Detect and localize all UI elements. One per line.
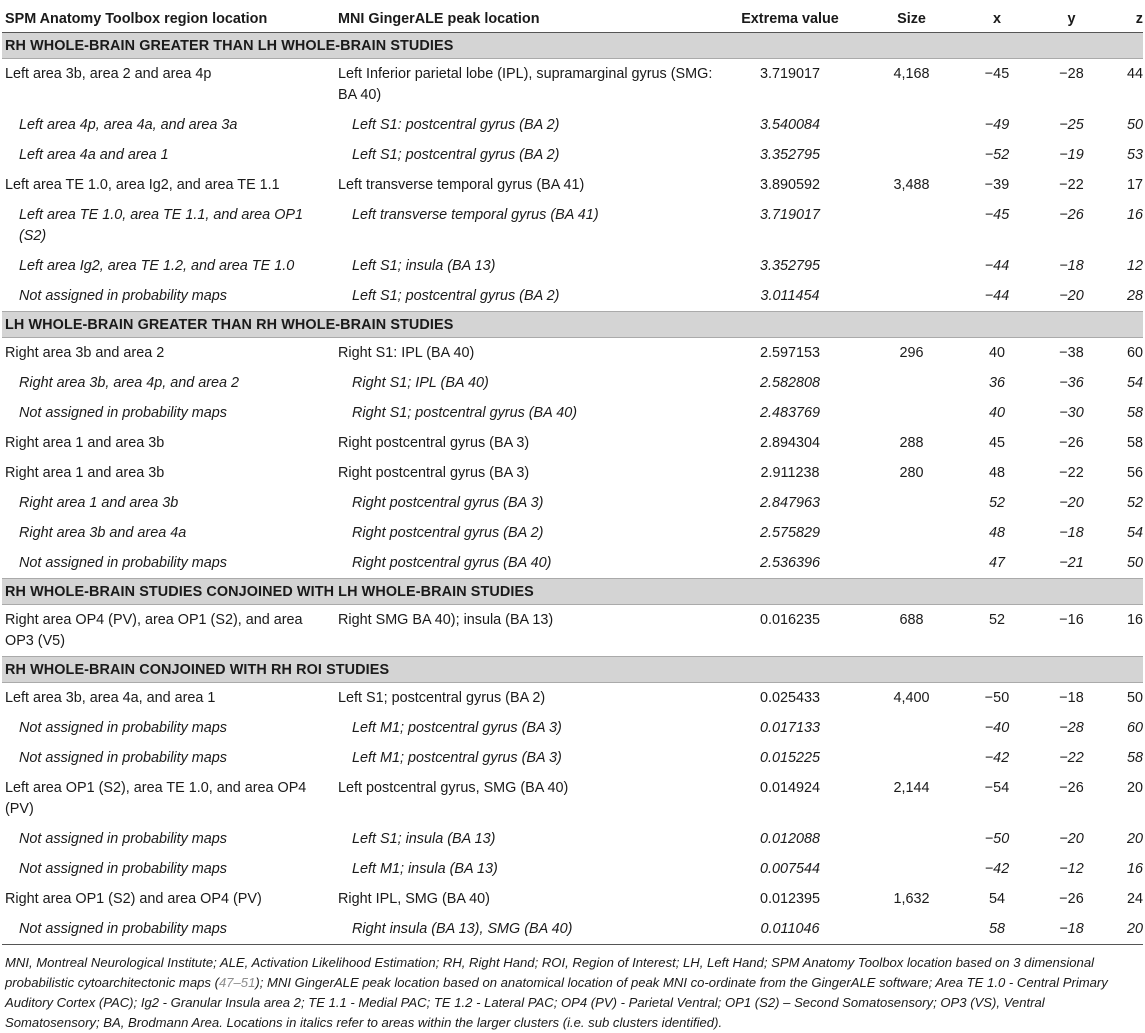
cell-x: 45 xyxy=(988,434,1005,451)
cell-z: 16 xyxy=(1126,860,1143,877)
cell-x: −45 xyxy=(984,206,1010,223)
cell-spm-location: Not assigned in probability maps xyxy=(19,719,227,736)
cell-extrema-value: 3.890592 xyxy=(759,176,821,193)
table-container xyxy=(2,0,1143,1033)
cell-size xyxy=(862,914,960,945)
cell-size xyxy=(862,398,960,428)
cell-y: −28 xyxy=(1059,65,1084,82)
cell-extrema-value: 2.911238 xyxy=(760,464,820,481)
cell-extrema-value: 0.014924 xyxy=(759,779,821,796)
cell-x: −50 xyxy=(984,830,1010,847)
cell-mni-location: Left transverse temporal gyrus (BA 41) xyxy=(352,206,599,223)
table-body xyxy=(2,32,1143,944)
cell-z: 50 xyxy=(1126,554,1143,571)
cell-y: −25 xyxy=(1059,116,1084,133)
footnote-text-before: MNI, Montreal Neurological Institute; ALE, Activation Likelihood Estimation; RH, Right Hand; ROI, Region of Interest; LH, Left Hand; SPM Anatomy Toolbox location based on 3 dimensional probabilistic cytoarchitectonic maps ( xyxy=(5,954,1095,990)
cell-mni-location: Right insula (BA 13), SMG (BA 40) xyxy=(335,914,717,945)
cell-z: 24 xyxy=(1126,890,1143,907)
cell-z: 60 xyxy=(1126,719,1143,736)
cell-size xyxy=(862,824,960,854)
cell-mni-location: Left S1: postcentral gyrus (BA 2) xyxy=(352,116,560,133)
cell-mni-location: Left S1; postcentral gyrus (BA 2) xyxy=(352,146,560,163)
table-footnote xyxy=(2,945,1143,1033)
cell-y: −26 xyxy=(1059,206,1084,223)
cell-x: 40 xyxy=(988,404,1005,421)
cell-z: 20 xyxy=(1126,779,1143,796)
cell-x: 48 xyxy=(988,524,1005,541)
table-row xyxy=(2,488,1143,518)
cell-extrema-value: 3.011454 xyxy=(760,287,820,304)
cell-x: −50 xyxy=(984,689,1010,706)
cell-extrema-value: 0.007544 xyxy=(759,860,821,877)
table-row xyxy=(2,368,1143,398)
table-row xyxy=(2,743,1143,773)
table-row xyxy=(2,682,1143,713)
cell-y: −22 xyxy=(1059,176,1084,193)
cell-size xyxy=(862,281,960,312)
cell-z: 12 xyxy=(1126,257,1143,274)
cell-y: −36 xyxy=(1059,374,1084,391)
cell-spm-location: Not assigned in probability maps xyxy=(19,749,227,766)
cell-x: 48 xyxy=(988,464,1005,481)
cell-mni-location: Right IPL, SMG (BA 40) xyxy=(338,890,490,907)
cell-mni-location: Right postcentral gyrus (BA 2) xyxy=(352,524,544,541)
cell-z: 28 xyxy=(1126,287,1143,304)
table-row xyxy=(2,251,1143,281)
cell-extrema-value: 0.016235 xyxy=(759,611,821,628)
cell-extrema-value: 3.352795 xyxy=(759,257,821,274)
header-row xyxy=(2,0,1143,32)
cell-mni-location: Right postcentral gyrus (BA 3) xyxy=(352,494,544,511)
cell-x: −49 xyxy=(984,116,1010,133)
cell-y: −16 xyxy=(1059,611,1084,628)
cell-mni-location: Left M1; postcentral gyrus (BA 3) xyxy=(352,719,562,736)
table-row xyxy=(2,281,1143,312)
cell-spm-location: Not assigned in probability maps xyxy=(19,830,227,847)
cell-spm-location: Left area 3b, area 4a, and area 1 xyxy=(5,689,216,706)
cell-extrema-value: 2.894304 xyxy=(759,434,821,451)
section-title: RH WHOLE-BRAIN GREATER THAN LH WHOLE-BRAIN STUDIES xyxy=(2,32,1143,58)
table-row xyxy=(2,110,1143,140)
cell-x: −42 xyxy=(984,749,1010,766)
cell-extrema-value: 2.582808 xyxy=(759,374,821,391)
header-spm: SPM Anatomy Toolbox region location xyxy=(2,0,335,32)
cell-mni-location: Right S1; IPL (BA 40) xyxy=(352,374,489,391)
cell-extrema-value: 3.719017 xyxy=(759,206,821,223)
cell-extrema-value: 0.012088 xyxy=(759,830,821,847)
table-row xyxy=(2,140,1143,170)
cell-extrema-value: 0.015225 xyxy=(759,749,821,766)
cell-mni-location: Left S1; insula (BA 13) xyxy=(352,830,496,847)
section-title: RH WHOLE-BRAIN STUDIES CONJOINED WITH LH WHOLE-BRAIN STUDIES xyxy=(2,578,1143,604)
cell-size: 296 xyxy=(899,344,924,361)
cell-z: 16 xyxy=(1126,206,1143,223)
cell-z: 58 xyxy=(1126,434,1143,451)
cell-mni-location: Right S1; postcentral gyrus (BA 40) xyxy=(352,404,578,421)
section-header-row xyxy=(2,32,1143,58)
cell-spm-location: Right area 1 and area 3b xyxy=(5,434,165,451)
cell-size: 1,632 xyxy=(893,890,930,907)
table-row xyxy=(2,458,1143,488)
cell-spm-location: Right area 3b, area 4p, and area 2 xyxy=(19,374,240,391)
cell-x: 54 xyxy=(988,890,1005,907)
cell-size xyxy=(862,548,960,579)
cell-mni-location: Right postcentral gyrus (BA 3) xyxy=(338,434,530,451)
table-row xyxy=(2,824,1143,854)
cell-mni-location: Right S1: IPL (BA 40) xyxy=(338,344,475,361)
cell-extrema-value: 3.352795 xyxy=(759,146,821,163)
cell-x: −54 xyxy=(984,779,1010,796)
cell-spm-location: Not assigned in probability maps xyxy=(19,860,227,877)
section-header-row xyxy=(2,578,1143,604)
table-row xyxy=(2,337,1143,368)
cell-x: 58 xyxy=(960,914,1033,945)
cell-size xyxy=(862,110,960,140)
cell-size xyxy=(862,251,960,281)
header-size: Size xyxy=(862,0,960,32)
cell-z: 56 xyxy=(1126,464,1143,481)
cell-extrema-value: 2.536396 xyxy=(759,554,821,571)
cell-mni-location: Right SMG BA 40); insula (BA 13) xyxy=(338,611,554,628)
cell-extrema-value: 2.483769 xyxy=(759,404,821,421)
cell-extrema-value: 2.847963 xyxy=(759,494,821,511)
cell-size xyxy=(862,743,960,773)
table-row xyxy=(2,884,1143,914)
cell-size xyxy=(862,368,960,398)
table-row xyxy=(2,58,1143,110)
cell-z: 53 xyxy=(1126,146,1143,163)
cell-extrema-value: 3.719017 xyxy=(759,65,821,82)
cell-mni-location: Right postcentral gyrus (BA 3) xyxy=(338,464,530,481)
cell-spm-location: Not assigned in probability maps xyxy=(2,914,335,945)
cell-mni-location: Left M1; insula (BA 13) xyxy=(352,860,498,877)
cell-y: −38 xyxy=(1059,344,1084,361)
cell-y: −18 xyxy=(1059,524,1084,541)
cell-size xyxy=(862,854,960,884)
cell-size: 4,168 xyxy=(893,65,930,82)
results-table xyxy=(2,0,1143,945)
cell-extrema-value: 3.540084 xyxy=(759,116,821,133)
cell-size xyxy=(862,518,960,548)
cell-x: 52 xyxy=(988,494,1005,511)
cell-size: 4,400 xyxy=(893,689,930,706)
table-row xyxy=(2,773,1143,824)
cell-z: 16 xyxy=(1126,611,1143,628)
cell-size xyxy=(862,200,960,251)
cell-y: −18 xyxy=(1059,257,1084,274)
table-row xyxy=(2,518,1143,548)
cell-x: −52 xyxy=(984,146,1010,163)
cell-z: 20 xyxy=(1109,914,1143,945)
header-mni: MNI GingerALE peak location xyxy=(335,0,717,32)
footnote-reference: 47–51 xyxy=(218,974,256,990)
cell-z: 50 xyxy=(1126,116,1143,133)
cell-x: 36 xyxy=(988,374,1005,391)
table-row xyxy=(2,398,1143,428)
cell-z: 17 xyxy=(1126,176,1143,193)
cell-mni-location: Left M1; postcentral gyrus (BA 3) xyxy=(352,749,562,766)
cell-extrema-value: 2.575829 xyxy=(759,524,821,541)
cell-x: −44 xyxy=(984,257,1010,274)
table-row xyxy=(2,854,1143,884)
cell-y: −28 xyxy=(1059,719,1084,736)
header-y: y xyxy=(1033,0,1109,32)
cell-x: 52 xyxy=(988,611,1005,628)
header-extrema: Extrema value xyxy=(717,0,862,32)
cell-x: −40 xyxy=(984,719,1010,736)
cell-mni-location: Left transverse temporal gyrus (BA 41) xyxy=(338,176,585,193)
table-row xyxy=(2,428,1143,458)
cell-mni-location: Left postcentral gyrus, SMG (BA 40) xyxy=(338,779,569,796)
section-header-row xyxy=(2,656,1143,682)
cell-extrema-value: 2.597153 xyxy=(759,344,821,361)
cell-spm-location: Right area OP1 (S2) and area OP4 (PV) xyxy=(5,890,262,907)
cell-z: 44 xyxy=(1126,65,1143,82)
cell-spm-location: Right area 1 and area 3b xyxy=(19,494,179,511)
table-row xyxy=(2,604,1143,656)
cell-y: −26 xyxy=(1059,779,1084,796)
cell-size: 688 xyxy=(899,611,924,628)
table-row xyxy=(2,914,1143,945)
table-row xyxy=(2,548,1143,579)
cell-spm-location: Left area 4a and area 1 xyxy=(19,146,169,163)
cell-x: 40 xyxy=(988,344,1005,361)
cell-y: −22 xyxy=(1059,464,1084,481)
table-row xyxy=(2,713,1143,743)
cell-x: −45 xyxy=(984,65,1010,82)
cell-spm-location: Left area Ig2, area TE 1.2, and area TE 1.0 xyxy=(19,257,295,274)
cell-spm-location: Left area TE 1.0, area TE 1.1, and area OP1 (S2) xyxy=(19,206,303,244)
cell-spm-location: Right area 1 and area 3b xyxy=(5,464,165,481)
cell-extrema-value: 0.017133 xyxy=(759,719,821,736)
cell-y: −26 xyxy=(1059,434,1084,451)
cell-y: −12 xyxy=(1059,860,1084,877)
cell-size xyxy=(862,713,960,743)
header-z: z xyxy=(1109,0,1143,32)
cell-z: 58 xyxy=(1126,749,1143,766)
section-title: RH WHOLE-BRAIN CONJOINED WITH RH ROI STUDIES xyxy=(2,656,1143,682)
cell-x: −44 xyxy=(984,287,1010,304)
cell-x: −39 xyxy=(984,176,1010,193)
cell-z: 60 xyxy=(1126,344,1143,361)
cell-spm-location: Right area 3b and area 4a xyxy=(19,524,187,541)
cell-spm-location: Not assigned in probability maps xyxy=(19,554,227,571)
cell-y: −18 xyxy=(1059,689,1084,706)
cell-mni-location: Left S1; insula (BA 13) xyxy=(352,257,496,274)
cell-extrema-value: 0.012395 xyxy=(759,890,821,907)
cell-spm-location: Not assigned in probability maps xyxy=(19,404,227,421)
cell-z: 52 xyxy=(1126,494,1143,511)
cell-x: −42 xyxy=(984,860,1010,877)
cell-spm-location: Right area OP4 (PV), area OP1 (S2), and area OP3 (V5) xyxy=(5,611,303,649)
cell-y: −22 xyxy=(1059,749,1084,766)
cell-spm-location: Left area TE 1.0, area Ig2, and area TE 1.1 xyxy=(5,176,280,193)
footnote-text-after: ); MNI GingerALE peak location based on anatomical location of peak MNI co-ordinate from the GingerALE software; Area TE 1.0 - Central Primary Auditory Cortex (PAC); Ig2 - Granular Insula area 2; TE 1.1 - Medial PAC; TE 1.2 - Lateral PAC; OP4 (PV) - Parietal Ventral; OP1 (S2) – Second Somatosensory; OP3 (VS), Ventral Somatosensory; BA, Brodmann Area. Locations in italics refer to areas within the larger clusters (i.e. sub clusters identified). xyxy=(5,974,1108,1030)
cell-mni-location: Left Inferior parietal lobe (IPL), supramarginal gyrus (SMG: BA 40) xyxy=(338,65,713,103)
header-x: x xyxy=(960,0,1033,32)
cell-size: 2,144 xyxy=(893,779,930,796)
cell-y: −20 xyxy=(1059,830,1084,847)
cell-mni-location: Left S1; postcentral gyrus (BA 2) xyxy=(352,287,560,304)
cell-y: −30 xyxy=(1059,404,1084,421)
cell-y: −20 xyxy=(1059,494,1084,511)
table-row xyxy=(2,170,1143,200)
cell-y: −21 xyxy=(1059,554,1084,571)
cell-spm-location: Left area OP1 (S2), area TE 1.0, and area OP4 (PV) xyxy=(5,779,307,817)
cell-size: 288 xyxy=(899,434,924,451)
cell-extrema-value: 0.025433 xyxy=(759,689,821,706)
cell-z: 58 xyxy=(1126,404,1143,421)
cell-extrema-value: 0.011046 xyxy=(717,914,862,945)
cell-size: 3,488 xyxy=(893,176,930,193)
section-title: LH WHOLE-BRAIN GREATER THAN RH WHOLE-BRAIN STUDIES xyxy=(2,311,1143,337)
cell-spm-location: Right area 3b and area 2 xyxy=(5,344,165,361)
cell-y: −20 xyxy=(1059,287,1084,304)
section-header-row xyxy=(2,311,1143,337)
cell-spm-location: Left area 4p, area 4a, and area 3a xyxy=(19,116,238,133)
cell-y: −19 xyxy=(1059,146,1084,163)
cell-z: 54 xyxy=(1126,374,1143,391)
cell-mni-location: Right postcentral gyrus (BA 40) xyxy=(352,554,552,571)
cell-size xyxy=(862,488,960,518)
cell-y: −26 xyxy=(1059,890,1084,907)
cell-z: 50 xyxy=(1126,689,1143,706)
cell-spm-location: Not assigned in probability maps xyxy=(19,287,227,304)
cell-z: 54 xyxy=(1126,524,1143,541)
cell-size xyxy=(862,140,960,170)
cell-z: 20 xyxy=(1126,830,1143,847)
cell-x: 47 xyxy=(988,554,1005,571)
cell-mni-location: Left S1; postcentral gyrus (BA 2) xyxy=(338,689,546,706)
table-row xyxy=(2,200,1143,251)
cell-y: −18 xyxy=(1033,914,1109,945)
cell-spm-location: Left area 3b, area 2 and area 4p xyxy=(5,65,212,82)
cell-size: 280 xyxy=(899,464,924,481)
